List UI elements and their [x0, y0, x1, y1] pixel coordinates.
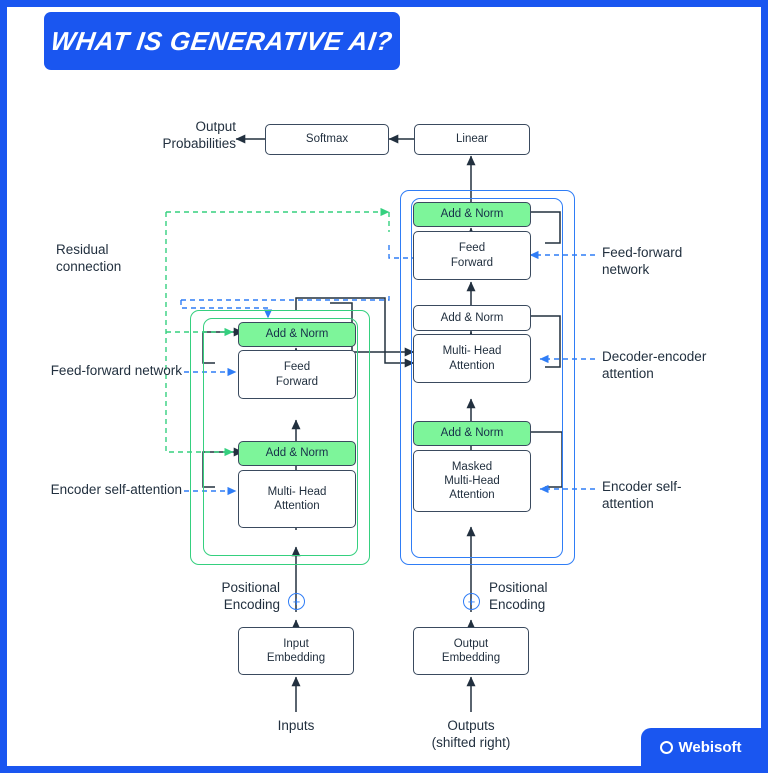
node-decoder-multi-head-attention-label: Multi- Head Attention — [442, 345, 502, 372]
label-residual-connection: Residual connection — [56, 242, 122, 275]
node-input-embedding — [238, 627, 354, 675]
label-outputs: Outputs (shifted right) — [431, 718, 511, 751]
node-encoder-feed-forward — [238, 350, 356, 399]
node-decoder-feed-forward-label: Feed Forward — [450, 242, 494, 269]
node-decoder-multi-head-attention — [413, 334, 531, 383]
node-decoder-add-norm-bottom-label: Add & Norm — [440, 427, 504, 440]
label-feed-forward-network-left: Feed-forward network — [50, 363, 182, 378]
brand-name: Webisoft — [678, 738, 742, 756]
node-encoder-multi-head-attention — [238, 470, 356, 528]
node-encoder-feed-forward-label: Feed Forward — [275, 361, 319, 388]
node-decoder-add-norm-mid-label: Add & Norm — [440, 311, 504, 324]
node-linear-label: Linear — [456, 133, 488, 146]
node-decoder-add-norm-top — [413, 202, 531, 227]
brand-badge — [641, 728, 761, 766]
label-encoder-self-attention-right: Encoder self- attention — [602, 479, 682, 512]
node-softmax — [265, 124, 389, 155]
label-positional-encoding-left: Positional Encoding — [221, 580, 280, 613]
node-decoder-add-norm-bottom — [413, 421, 531, 446]
node-masked-multi-head-attention-label: Masked Multi-Head Attention — [444, 460, 500, 501]
brand-circle-icon — [660, 741, 673, 754]
node-output-embedding — [413, 627, 529, 675]
positional-encoding-add-icon-right: + — [463, 593, 480, 610]
node-decoder-feed-forward — [413, 231, 531, 280]
node-encoder-multi-head-attention-label: Multi- Head Attention — [267, 485, 327, 512]
node-encoder-add-norm-top — [238, 322, 356, 347]
label-encoder-self-attention-left: Encoder self-attention — [50, 482, 182, 497]
node-decoder-add-norm-mid — [413, 305, 531, 331]
node-decoder-add-norm-top-label: Add & Norm — [440, 208, 504, 221]
label-output-probabilities: Output Probabilities — [162, 119, 236, 152]
node-output-embedding-label: Output Embedding — [441, 637, 501, 664]
node-softmax-label: Softmax — [305, 133, 349, 146]
label-inputs: Inputs — [277, 718, 315, 733]
node-masked-multi-head-attention — [413, 450, 531, 512]
node-encoder-add-norm-bottom-label: Add & Norm — [265, 447, 329, 460]
node-linear — [414, 124, 530, 155]
node-input-embedding-label: Input Embedding — [266, 637, 326, 664]
node-encoder-add-norm-bottom — [238, 441, 356, 466]
label-decoder-encoder-attention: Decoder-encoder attention — [602, 349, 707, 382]
page-title: WHAT IS GENERATIVE AI? — [49, 25, 395, 56]
positional-encoding-add-icon-left: + — [288, 593, 305, 610]
label-feed-forward-network-right: Feed-forward network — [602, 245, 683, 278]
node-encoder-add-norm-top-label: Add & Norm — [265, 328, 329, 341]
label-positional-encoding-right: Positional Encoding — [489, 580, 548, 613]
